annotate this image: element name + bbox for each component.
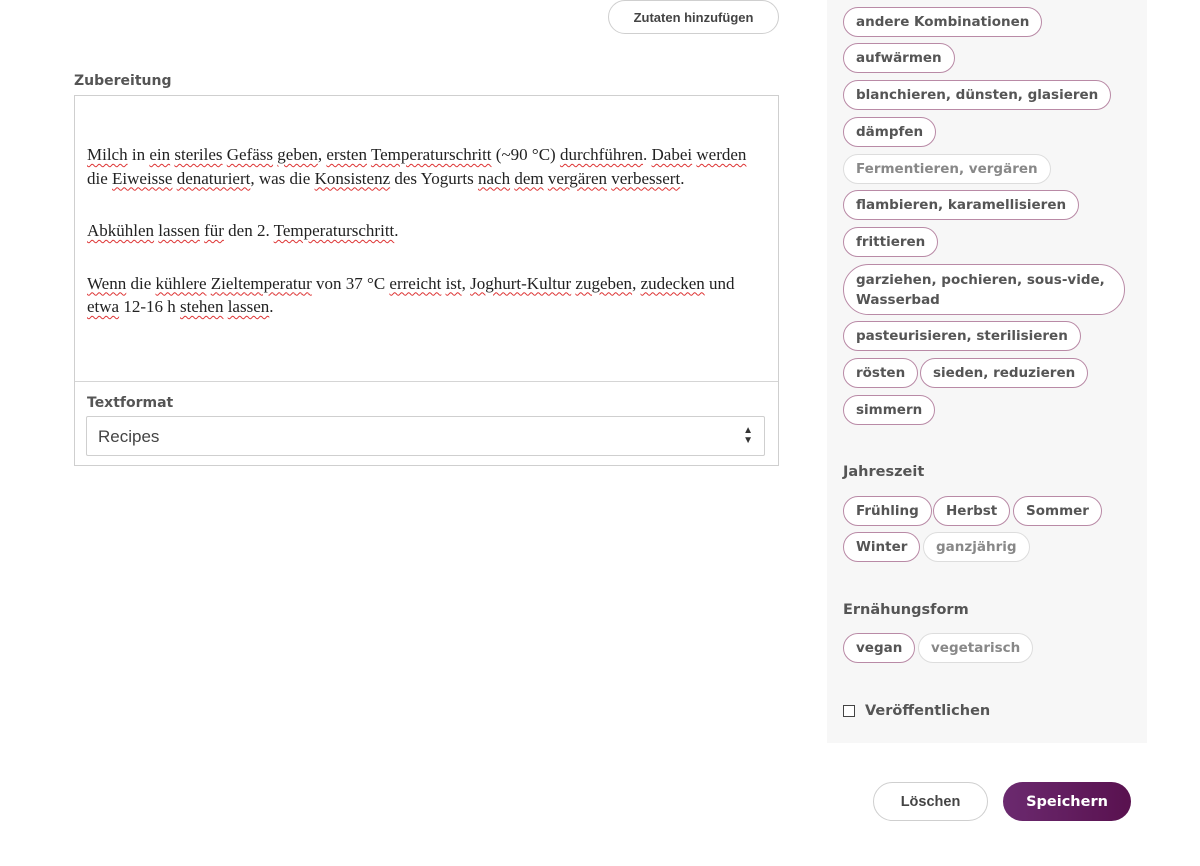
misspelled-word: Temperaturschritt: [370, 145, 492, 164]
textformat-label: Textformat: [87, 395, 174, 411]
prep-paragraph: [87, 272, 757, 319]
textformat-select[interactable]: [86, 416, 765, 456]
checkbox-icon[interactable]: [843, 705, 855, 717]
sidebar: [827, 0, 1147, 743]
misspelled-word: zudecken: [640, 273, 705, 293]
tag-chip[interactable]: Frühling: [843, 496, 932, 526]
text-run: , was die: [250, 168, 315, 188]
prep-paragraph: [87, 219, 757, 243]
save-button[interactable]: Speichern: [1003, 782, 1131, 821]
diet-title: Ernähungsform: [843, 602, 969, 618]
text-run: des Yogurts: [390, 168, 478, 188]
text-run: .: [269, 297, 274, 316]
misspelled-word: etwa: [87, 297, 120, 316]
text-run: die: [126, 273, 156, 293]
misspelled-word: Milch: [87, 145, 128, 164]
text-run: .: [643, 145, 652, 164]
add-ingredients-button[interactable]: Zutaten hinzufügen: [608, 0, 779, 34]
text-run: ,: [317, 145, 327, 164]
misspelled-word: nach: [477, 168, 511, 188]
text-run: ,: [461, 273, 471, 293]
publish-label: Veröffentlichen: [865, 703, 991, 719]
tag-chip[interactable]: Fermentieren, vergären: [843, 154, 1051, 184]
misspelled-word: Wenn: [87, 273, 127, 293]
misspelled-word: Zieltemperatur: [210, 273, 312, 293]
misspelled-word: kühlere: [155, 273, 207, 293]
preparation-editor[interactable]: [74, 95, 779, 466]
misspelled-word: verbessert: [611, 168, 681, 188]
misspelled-word: lassen: [227, 297, 270, 316]
tag-chip[interactable]: Sommer: [1013, 496, 1102, 526]
misspelled-word: durchführen: [559, 145, 644, 164]
season-title: Jahreszeit: [843, 464, 925, 480]
text-run: .: [394, 221, 399, 240]
misspelled-word: stehen: [180, 297, 224, 316]
up-down-arrows-icon: ▲ ▼: [743, 425, 753, 446]
misspelled-word: zugeben: [575, 273, 633, 293]
text-run: und: [704, 273, 735, 293]
misspelled-word: geben: [277, 145, 318, 164]
text-run: .: [680, 168, 685, 188]
misspelled-word: ersten: [326, 145, 367, 164]
tag-chip[interactable]: Herbst: [933, 496, 1010, 526]
misspelled-word: erreicht: [389, 273, 442, 293]
misspelled-word: Gefäss: [226, 145, 274, 164]
tag-chip[interactable]: vegan: [843, 633, 915, 663]
text-run: (~90 °C): [491, 145, 560, 164]
preparation-label: Zubereitung: [74, 73, 172, 89]
misspelled-word: Abkühlen: [87, 221, 155, 240]
textformat-value: Recipes: [98, 427, 160, 446]
misspelled-word: für: [204, 221, 224, 240]
misspelled-word: Dabei: [651, 145, 693, 164]
misspelled-word: Eiweisse: [112, 168, 173, 188]
tag-chip[interactable]: rösten: [843, 358, 918, 388]
misspelled-word: dem: [514, 168, 544, 188]
misspelled-word: ein: [149, 145, 171, 164]
text-run: 12-16 h: [119, 297, 181, 316]
editor-content[interactable]: [87, 143, 757, 348]
tag-chip[interactable]: vegetarisch: [918, 633, 1033, 663]
tag-chip[interactable]: aufwärmen: [843, 43, 955, 73]
text-run: von 37 °C: [311, 273, 390, 293]
text-run: den 2.: [223, 221, 274, 240]
misspelled-word: steriles: [174, 145, 223, 164]
publish-checkbox[interactable]: [843, 703, 990, 719]
tag-chip[interactable]: dämpfen: [843, 117, 936, 147]
tag-chip[interactable]: pasteurisieren, sterilisieren: [843, 321, 1081, 351]
misspelled-word: vergären: [547, 168, 608, 188]
editor-divider: [75, 381, 778, 382]
tag-chip[interactable]: blanchieren, dünsten, glasieren: [843, 80, 1111, 110]
delete-button[interactable]: Löschen: [873, 782, 988, 821]
misspelled-word: lassen: [158, 221, 200, 240]
text-run: die: [87, 168, 113, 188]
misspelled-word: Konsistenz: [314, 168, 391, 188]
prep-paragraph: [87, 143, 757, 190]
misspelled-word: ist: [445, 273, 462, 293]
misspelled-word: werden: [696, 145, 747, 164]
misspelled-word: Joghurt-Kultur: [470, 273, 572, 293]
tag-chip[interactable]: garziehen, pochieren, sous-vide, Wasserbad: [843, 264, 1125, 315]
misspelled-word: denaturiert: [176, 168, 251, 188]
text-run: in: [127, 145, 150, 164]
tag-chip[interactable]: frittieren: [843, 227, 938, 257]
tag-chip[interactable]: andere Kombinationen: [843, 7, 1042, 37]
tag-chip[interactable]: Winter: [843, 532, 920, 562]
tag-chip[interactable]: ganzjährig: [923, 532, 1030, 562]
misspelled-word: Temperaturschritt: [273, 221, 395, 240]
tag-chip[interactable]: simmern: [843, 395, 935, 425]
text-run: ,: [632, 273, 641, 293]
tag-chip[interactable]: sieden, reduzieren: [920, 358, 1088, 388]
tag-chip[interactable]: flambieren, karamellisieren: [843, 190, 1079, 220]
